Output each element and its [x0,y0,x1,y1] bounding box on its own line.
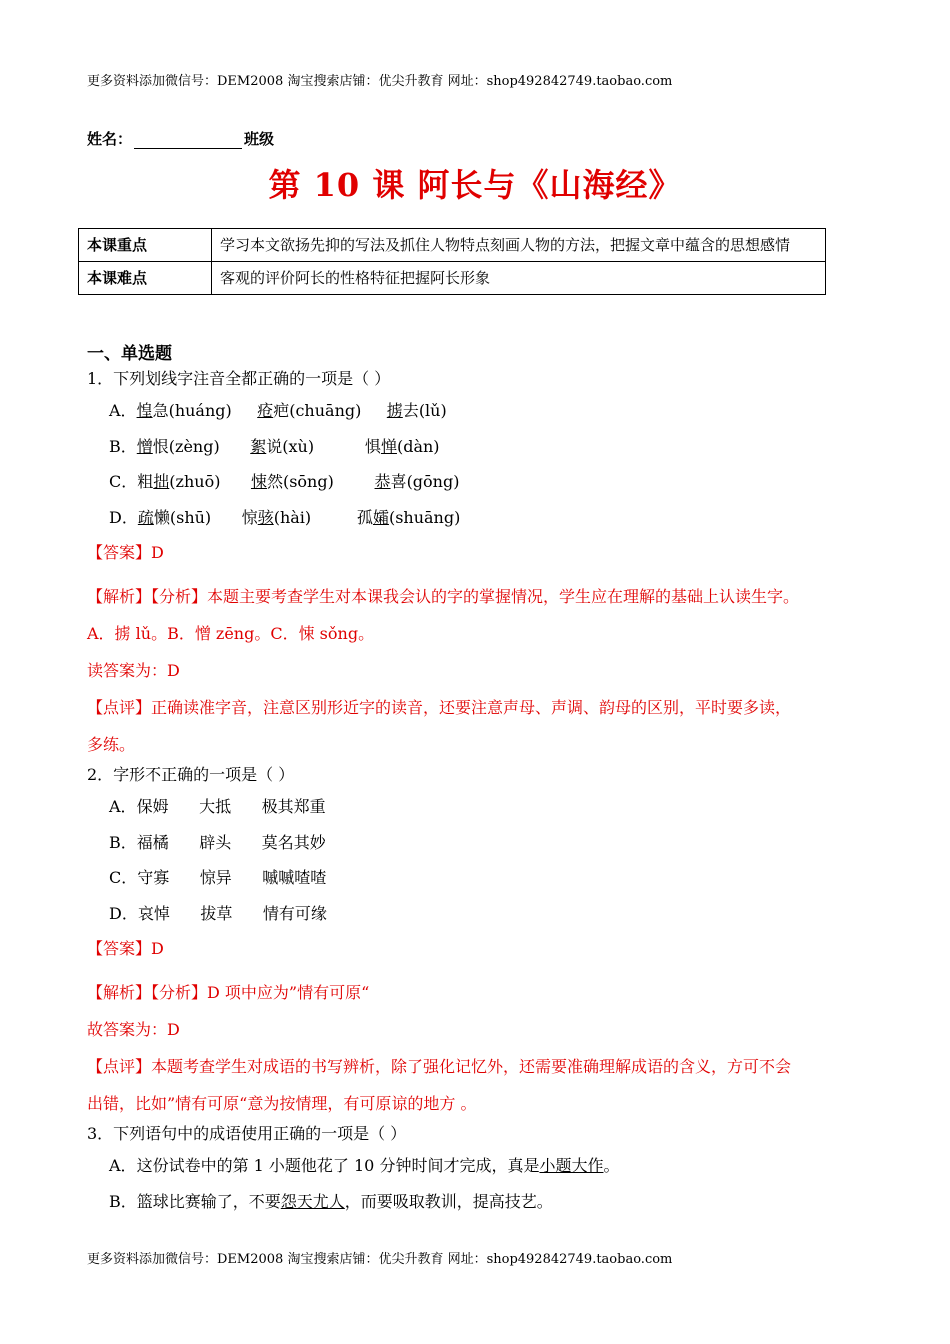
q1-option-d [109,506,877,530]
q1-option-a [109,399,877,423]
underlined-text: 拙 [153,472,170,491]
underlined-text: 恭 [374,472,391,491]
option-text: 疤(chuāng) [273,401,387,420]
q2-conclusion: 故答案为：D [87,1020,180,1039]
underlined-text: 小题大作 [539,1156,604,1175]
q3-option-b [109,1190,877,1214]
q2-comment-cont: 出错，比如”情有可原“意为按情理，有可原谅的地方 。 [87,1094,477,1113]
option-text: (zhuō) [169,472,251,491]
q1-answer: 【答案】D [87,543,164,562]
underlined-text: 憎 [136,436,153,456]
underlined-text: 惮 [380,436,397,456]
q1-option-c [109,470,877,494]
option-text: 篮球比赛输了，不要 [136,1191,281,1211]
option-letter: B． [109,832,137,852]
q1-option-b [109,435,877,459]
option-letter: D． [109,507,138,527]
underlined-text: 疮 [257,401,274,420]
q2-answer: 【答案】D [87,939,164,958]
underlined-text: 怨天尤人 [280,1191,345,1211]
option-text: 喜(gōng) [390,472,460,491]
q2-option-d [109,902,877,926]
option-letter: B． [109,436,137,456]
option-text: 急(huáng) [152,401,258,420]
question-1-stem: 1．下列划线字注音全都正确的一项是（ ） [87,369,391,388]
option-letter: A． [109,1156,137,1175]
section-title: 一、单选题 [87,344,172,364]
key-value: 学习本文欲扬先抑的写法及抓住人物特点刻画人物的方法，把握文章中蕴含的思想感情 [212,229,826,262]
underlined-text: 骇 [257,507,274,527]
option-text: 保姆 大抵 极其郑重 [136,797,326,816]
difficulty-label: 本课难点 [79,262,212,295]
underlined-text: 孀 [372,507,389,527]
key-points-table [78,228,826,295]
difficulty-value: 客观的评价阿长的性格特征把握阿长形象 [212,262,826,295]
option-text: 这份试卷中的第 1 小题他花了 10 分钟时间才完成，真是 [136,1156,540,1175]
questions-content [87,341,877,1225]
option-letter: C． [109,868,138,887]
option-letter: A． [109,401,137,420]
q1-conclusion: 读答案为：D [87,661,180,680]
table-row [79,262,826,295]
name-class-line [87,128,274,149]
option-text: (hài) 孤 [273,507,373,527]
option-text: 守寡 惊异 嘁嘁喳喳 [137,868,327,887]
name-label: 姓名： [87,130,133,148]
underlined-text: 疏 [137,507,154,527]
class-label: 班级 [244,130,275,148]
option-text: ，而要吸取教训，提高技艺。 [344,1191,553,1211]
option-text: 福橘 辟头 莫名其妙 [136,832,326,852]
question-2-stem: 2．字形不正确的一项是（ ） [87,765,295,784]
option-text: (dàn) [396,436,440,456]
option-letter: A． [109,797,137,816]
q2-comment: 【点评】本题考查学生对成语的书写辨析，除了强化记忆外，还需要准确理解成语的含义，方可不会 [87,1057,792,1076]
q1-comment: 【点评】正确读准字音，注意区别形近字的读音，还要注意声母、声调、韵母的区别，平时要多读， [87,698,792,717]
lesson-title: 第 10 课 阿长与《山海经》 [268,166,682,204]
option-text: 懒(shū) 惊 [153,507,258,527]
option-text: 说(xù) 惧 [266,436,381,456]
q1-comment-cont: 多练。 [87,735,136,754]
option-text: 粗 [137,472,154,491]
option-text: 恨(zèng) [152,436,251,456]
page-footer: 更多资料添加微信号：DEM2008 淘宝搜索店铺：优尖升教育 网址：shop492842749.taobao.com [87,1252,673,1267]
option-text: 。 [603,1156,620,1175]
underlined-text: 惶 [136,401,153,420]
option-text: 哀悼 拔草 情有可缘 [137,903,327,923]
underlined-text: 悚 [250,472,267,491]
option-letter: B． [109,1191,137,1211]
option-letter: C． [109,472,138,491]
page-header: 更多资料添加微信号：DEM2008 淘宝搜索店铺：优尖升教育 网址：shop492842749.taobao.com [87,74,673,89]
q2-option-a [109,795,877,819]
q2-option-c [109,866,877,890]
name-blank[interactable] [134,134,242,149]
option-letter: D． [109,903,138,923]
key-label: 本课重点 [79,229,212,262]
option-text: 然(sōng) [266,472,375,491]
table-row [79,229,826,262]
q1-analysis: 【解析】【分析】本题主要考查学生对本课我会认的字的掌握情况，学生应在理解的基础上认读生字。 [87,587,800,606]
question-3-stem: 3．下列语句中的成语使用正确的一项是（ ） [87,1124,407,1143]
q1-analysis-detail: A．掳 lǔ。B．憎 zēng。C．悚 sǒng。 [87,624,375,643]
underlined-text: 絮 [250,436,267,456]
q2-analysis: 【解析】【分析】D 项中应为”情有可原“ [87,983,370,1002]
q3-option-a [109,1154,877,1178]
q2-option-b [109,831,877,855]
option-text: 去(lǔ) [402,401,447,420]
option-text: (shuāng) [388,507,461,527]
underlined-text: 掳 [386,401,403,420]
